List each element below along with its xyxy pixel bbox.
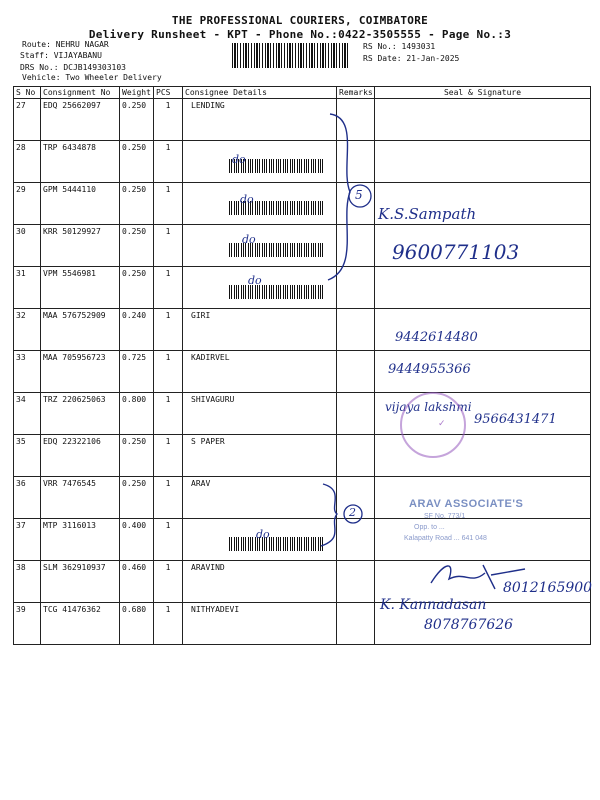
signature-text: K. Kannadasan xyxy=(380,597,487,613)
row-consignee: LENDING xyxy=(183,99,337,141)
row-weight: 0.250 xyxy=(120,141,154,183)
table-row xyxy=(14,351,591,393)
ditto-mark: do xyxy=(232,153,246,166)
row-pcs: 1 xyxy=(154,351,183,393)
row-pcs: 1 xyxy=(154,393,183,435)
group-brace-2 xyxy=(315,480,375,550)
row-sno: 38 xyxy=(14,561,41,603)
table-row xyxy=(14,435,591,477)
phone-number: 9600771103 xyxy=(392,240,520,264)
row-weight: 0.250 xyxy=(120,267,154,309)
group-count-2: 2 xyxy=(349,506,356,519)
row-pcs: 1 xyxy=(154,603,183,645)
row-weight: 0.250 xyxy=(120,183,154,225)
row-consignment-no: MAA 705956723 xyxy=(41,351,120,393)
row-consignment-no: GPM 5444110 xyxy=(41,183,120,225)
ditto-mark: do xyxy=(242,233,256,246)
ditto-mark: do xyxy=(240,193,254,206)
row-sno: 35 xyxy=(14,435,41,477)
route-label: Route: NEHRU NAGAR xyxy=(22,40,109,49)
phone-number: 9444955366 xyxy=(388,362,471,377)
row-signature xyxy=(375,267,591,309)
drs-number: DRS No.: DCJB149303103 xyxy=(20,63,126,72)
runsheet-subtitle: Delivery Runsheet - KPT - Phone No.:0422-3505555 - Page No.:3 xyxy=(88,28,512,41)
ditto-mark: do xyxy=(248,274,262,287)
row-consignment-no: KRR 50129927 xyxy=(41,225,120,267)
row-consignment-no: SLM 362910937 xyxy=(41,561,120,603)
row-signature xyxy=(375,141,591,183)
row-sno: 33 xyxy=(14,351,41,393)
rs-number: RS No.: 1493031 xyxy=(363,42,436,51)
stamp-line: SF No. 773/1 xyxy=(424,513,466,520)
table-header-row xyxy=(14,87,591,99)
row-sno: 28 xyxy=(14,141,41,183)
document-title: THE PROFESSIONAL COURIERS, COIMBATORE xyxy=(171,14,429,27)
row-weight: 0.725 xyxy=(120,351,154,393)
table-row xyxy=(14,309,591,351)
col-seal-signature: Seal & Signature xyxy=(375,87,591,99)
row-consignee: S PAPER xyxy=(183,435,337,477)
row-sno: 34 xyxy=(14,393,41,435)
phone-number: 9442614480 xyxy=(395,330,478,345)
row-weight: 0.680 xyxy=(120,603,154,645)
row-consignee: NITHYADEVI xyxy=(183,603,337,645)
row-weight: 0.460 xyxy=(120,561,154,603)
row-pcs: 1 xyxy=(154,477,183,519)
row-remarks xyxy=(337,393,375,435)
row-weight: 0.800 xyxy=(120,393,154,435)
row-consignment-no: TCG 41476362 xyxy=(41,603,120,645)
row-pcs: 1 xyxy=(154,99,183,141)
row-pcs: 1 xyxy=(154,183,183,225)
row-remarks xyxy=(337,561,375,603)
col-weight: Weight xyxy=(120,87,154,99)
ditto-mark: do xyxy=(256,528,270,541)
signature-text: K.S.Sampath xyxy=(378,205,477,223)
signature-text: vijaya lakshmi xyxy=(385,400,472,414)
row-sno: 27 xyxy=(14,99,41,141)
col-pcs: PCS xyxy=(154,87,183,99)
row-consignee: ARAV xyxy=(183,477,337,519)
group-brace-1 xyxy=(300,108,390,288)
row-weight: 0.240 xyxy=(120,309,154,351)
row-weight: 0.250 xyxy=(120,99,154,141)
barcode-image xyxy=(232,43,350,68)
col-remarks: Remarks xyxy=(337,87,375,99)
row-pcs: 1 xyxy=(154,267,183,309)
stamp-line: Kalapatty Road ... 641 048 xyxy=(404,535,487,542)
row-consignment-no: VRR 7476545 xyxy=(41,477,120,519)
row-remarks xyxy=(337,309,375,351)
row-consignment-no: MTP 3116013 xyxy=(41,519,120,561)
row-remarks xyxy=(337,603,375,645)
phone-number: 9566431471 xyxy=(474,412,557,427)
row-sno: 32 xyxy=(14,309,41,351)
group-count-1: 5 xyxy=(355,188,363,202)
row-consignment-no: TRP 6434878 xyxy=(41,141,120,183)
row-weight: 0.250 xyxy=(120,477,154,519)
row-weight: 0.250 xyxy=(120,225,154,267)
row-weight: 0.400 xyxy=(120,519,154,561)
row-sno: 30 xyxy=(14,225,41,267)
col-consignment: Consignment No xyxy=(41,87,120,99)
row-pcs: 1 xyxy=(154,561,183,603)
row-remarks xyxy=(337,435,375,477)
row-consignment-no: EDQ 25662097 xyxy=(41,99,120,141)
consignee-barcode xyxy=(229,537,325,551)
row-sno: 29 xyxy=(14,183,41,225)
seal-stamp xyxy=(400,392,466,458)
stamp-tick-icon: ✓ xyxy=(438,418,446,428)
row-pcs: 1 xyxy=(154,141,183,183)
rs-date: RS Date: 21-Jan-2025 xyxy=(363,54,460,63)
col-consignee: Consignee Details xyxy=(183,87,337,99)
row-pcs: 1 xyxy=(154,309,183,351)
row-consignment-no: VPM 5546981 xyxy=(41,267,120,309)
phone-number: 8012165900 xyxy=(503,580,593,596)
col-sno: S No xyxy=(14,87,41,99)
row-sno: 37 xyxy=(14,519,41,561)
row-pcs: 1 xyxy=(154,435,183,477)
row-consignee: KADIRVEL xyxy=(183,351,337,393)
row-weight: 0.250 xyxy=(120,435,154,477)
row-remarks xyxy=(337,351,375,393)
row-signature xyxy=(375,99,591,141)
row-consignee: ARAVIND xyxy=(183,561,337,603)
row-sno: 31 xyxy=(14,267,41,309)
row-consignment-no: MAA 576752909 xyxy=(41,309,120,351)
phone-number: 8078767626 xyxy=(424,617,514,633)
company-stamp-title: ARAV ASSOCIATE'S xyxy=(409,498,524,510)
vehicle-label: Vehicle: Two Wheeler Delivery xyxy=(22,73,162,82)
row-pcs: 1 xyxy=(154,519,183,561)
row-consignment-no: EDQ 22322106 xyxy=(41,435,120,477)
row-pcs: 1 xyxy=(154,225,183,267)
row-consignee: SHIVAGURU xyxy=(183,393,337,435)
row-consignee: GIRI xyxy=(183,309,337,351)
staff-label: Staff: VIJAYABANU xyxy=(20,51,102,60)
row-consignment-no: TRZ 220625063 xyxy=(41,393,120,435)
row-sno: 39 xyxy=(14,603,41,645)
row-sno: 36 xyxy=(14,477,41,519)
stamp-line: Opp. to ... xyxy=(414,524,445,531)
